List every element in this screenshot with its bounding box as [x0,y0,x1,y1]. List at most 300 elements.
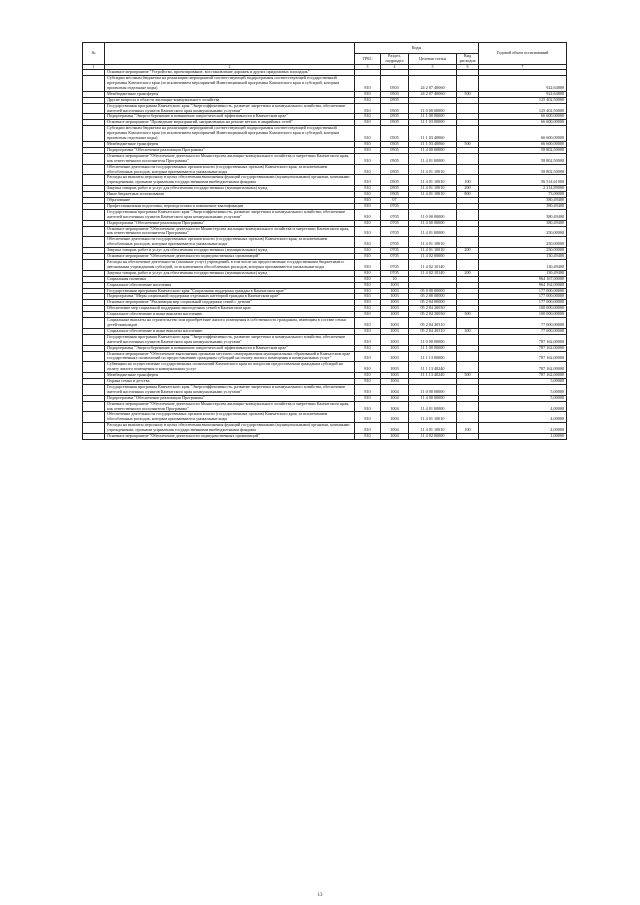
cell-section: 0505 [381,186,409,192]
cell-name: Охрана семьи и детства [105,379,355,385]
page-number: 13 [317,893,323,898]
cell-name: Закупка товаров, работ и услуг для обеспечения государственных (муниципальных) нужд [105,186,355,192]
cell-section: 1003 [381,362,409,373]
cell-section: 0505 [381,175,409,186]
cell-name: Государственная программа Камчатского края "Энергоэффективность, развитие энергетики и коммунального хозяйства, обеспечение жителей населенных пунктов Камчатского края коммунальными услугами" [105,103,355,114]
cell-name: Основное мероприятие "Реализация мер социальной поддержки семей с детьми" [105,300,355,306]
header-section: Раздел, подраздел [381,54,409,65]
cell-no [83,384,105,395]
cell-name: Образование [105,198,355,204]
cell-grbs: 810 [355,384,381,395]
cell-total: 77 000,00000 [479,318,567,329]
cell-target: 11 4 01 00000 [409,153,457,164]
cell-target: 11 4 01 10010 [409,423,457,434]
cell-section: 0705 [381,226,409,237]
cell-section: 1004 [381,384,409,395]
cell-section: 1003 [381,288,409,294]
cell-name: Обеспечение деятельности государственных органов власти (государственных органов) Камчатского края, за исключением обособленных расходов, которым присваиваются уникальные коды [105,412,355,423]
column-number: 3 [355,65,381,70]
cell-total: 58 802,50000 [479,147,567,153]
cell-exp-type: 100 [457,423,479,434]
cell-target: 11 1 00 00000 [409,345,457,351]
cell-total: 66 600,00000 [479,141,567,147]
cell-grbs: 810 [355,362,381,373]
cell-target: 11 1 00 00000 [409,114,457,120]
header-grbs: ГРБС [355,54,381,65]
cell-target: 11 4 01 10010 [409,237,457,248]
cell-grbs: 810 [355,412,381,423]
cell-exp-type [457,401,479,412]
cell-name: Другие вопросы в области жилищно-коммунального хозяйства [105,97,355,103]
cell-section: 0505 [381,192,409,198]
cell-no [83,226,105,237]
cell-section: 1003 [381,318,409,329]
cell-name: Субсидии местным бюджетам на реализацию мероприятий соответствующей подпрограммы соответствующей государственной программы Камчатского края (за исключением мероприятий Инвестиционной программы Камчатского края и субсидий, которым присвоены отдельные коды) [105,126,355,142]
cell-grbs: 810 [355,164,381,175]
cell-grbs: 810 [355,220,381,226]
cell-total: 177 000,00000 [479,294,567,300]
cell-section: 0705 [381,260,409,271]
cell-section: 1003 [381,373,409,379]
column-number: 5 [409,65,457,70]
cell-section: 0505 [381,126,409,142]
cell-exp-type [457,76,479,92]
cell-total: 66 600,00000 [479,120,567,126]
cell-grbs: 810 [355,147,381,153]
cell-grbs: 810 [355,76,381,92]
cell-exp-type [457,209,479,220]
cell-section: 0505 [381,147,409,153]
header-codes: Коды [355,43,479,54]
cell-name: Основное мероприятие "Обеспечение деятельности Министерства жилищно-коммунального хозяйства и энергетики Камчатского края, как ответственного исполнителя Программы" [105,401,355,412]
cell-target: 11 1 13 40240 [409,373,457,379]
cell-name: Подпрограмма "Энергосбережение и повышение энергетической эффективности в Камчатском крае" [105,345,355,351]
cell-section: 0705 [381,254,409,260]
cell-exp-type [457,126,479,142]
cell-name: Государственная программа Камчатского края "Энергоэффективность, развитие энергетики и коммунального хозяйства, обеспечение жителей населенных пунктов Камчатского края коммунальными услугами" [105,384,355,395]
cell-name: Межбюджетные трансферты [105,373,355,379]
cell-name: Социальное обеспечение населения [105,282,355,288]
cell-grbs: 810 [355,198,381,204]
cell-exp-type [457,334,479,345]
table-row [83,76,567,92]
cell-name: Подпрограмма "Обеспечение реализации Программы" [105,220,355,226]
cell-no [83,175,105,186]
cell-section: 0505 [381,97,409,103]
cell-total: 250,00000 [479,226,567,237]
cell-section: 0705 [381,203,409,209]
cell-section: 1003 [381,328,409,334]
cell-section: 1003 [381,351,409,362]
header-target: Целевая статья [409,54,457,65]
cell-exp-type: 500 [457,141,479,147]
cell-grbs: 810 [355,395,381,401]
cell-name: Основное мероприятие "Обеспечение деятельности подведомственных организаций" [105,434,355,440]
cell-total: 2 214,89000 [479,186,567,192]
cell-grbs: 810 [355,373,381,379]
cell-exp-type: 500 [457,373,479,379]
cell-grbs: 810 [355,97,381,103]
cell-total: 73,00000 [479,192,567,198]
cell-total: 787 162,00000 [479,351,567,362]
cell-target: 05 0 00 00000 [409,288,457,294]
cell-name: Основное мероприятие "Проведение мероприятий, направленных на ремонт ветхих и аварийных сетей" [105,120,355,126]
cell-grbs: 810 [355,103,381,114]
cell-total: 380,49400 [479,209,567,220]
budget-table-sheet [82,42,566,440]
header-total: Годовой объем ассигнований [479,43,567,65]
cell-grbs: 810 [355,237,381,248]
cell-target: 11 4 01 10010 [409,192,457,198]
cell-name: Профессиональная подготовка, переподготовка и повышение квалификации [105,203,355,209]
cell-total: 964 167,00000 [479,276,567,282]
cell-exp-type [457,164,479,175]
table-row [83,209,567,220]
cell-total: 380,49400 [479,198,567,204]
header-exp-type: Вид расходов [457,54,479,65]
cell-target: 11 4 01 10010 [409,248,457,254]
cell-grbs: 810 [355,120,381,126]
cell-section: 10 [381,276,409,282]
cell-section: 1004 [381,412,409,423]
column-number: 4 [381,65,409,70]
cell-grbs: 810 [355,141,381,147]
cell-grbs: 810 [355,175,381,186]
column-number: 1 [83,65,105,70]
cell-total: 4,00000 [479,412,567,423]
cell-no [83,423,105,434]
cell-grbs: 810 [355,288,381,294]
cell-total: 380,49400 [479,203,567,209]
cell-section: 0505 [381,164,409,175]
cell-grbs: 810 [355,126,381,142]
cell-grbs: 810 [355,192,381,198]
cell-name: Подпрограмма "Меры социальной поддержки отдельных категорий граждан в Камчатском крае" [105,294,355,300]
cell-name: Обеспечение мер социальной поддержки многодетных семей в Камчатском крае [105,306,355,312]
table-row [83,362,567,373]
cell-section: 0505 [381,103,409,114]
cell-section: 0705 [381,270,409,276]
cell-name: Расходы на выплаты персоналу в целях обеспечения выполнения функций государственными (муниципальными) органами, казенными учреждениями, органами управления государственными внебюджетными фондами [105,175,355,186]
table-row [83,226,567,237]
cell-section: 0505 [381,141,409,147]
cell-exp-type: 200 [457,270,479,276]
cell-no [83,412,105,423]
cell-no [83,334,105,345]
cell-target: 11 4 02 10140 [409,270,457,276]
cell-no [83,351,105,362]
cell-total: 5,00000 [479,395,567,401]
cell-section: 0705 [381,237,409,248]
cell-total: 130,49400 [479,260,567,271]
cell-section: 1004 [381,401,409,412]
cell-target: 11 1 03 40060 [409,126,457,142]
cell-no [83,76,105,92]
table-row [83,126,567,142]
table-row [83,334,567,345]
cell-total: 130,49400 [479,254,567,260]
cell-target: 05 2 04 20310 [409,318,457,329]
column-number: 2 [105,65,355,70]
cell-grbs: 810 [355,114,381,120]
cell-total: 66 600,00000 [479,126,567,142]
cell-name: Социальные выплаты на строительство или приобретение жилого помещения в собственность гражданам, имеющим в составе семьи детей-инвалидов [105,318,355,329]
cell-total: 100 000,00000 [479,306,567,312]
cell-section: 1004 [381,434,409,440]
cell-target: 11 4 01 10010 [409,412,457,423]
cell-target: 11 0 00 00000 [409,334,457,345]
cell-total: 66 600,00000 [479,114,567,120]
cell-total: 56 514,61000 [479,175,567,186]
cell-target: 11 0 00 00000 [409,209,457,220]
cell-name: Закупка товаров, работ и услуг для обеспечения государственных (муниципальных) нужд [105,270,355,276]
cell-grbs: 810 [355,270,381,276]
cell-total: 5,00000 [479,384,567,395]
cell-name: Обеспечение деятельности государственных органов власти (государственных органов) Камчатского края, за исключением обособленных расходов, которым присваиваются уникальные коды [105,164,355,175]
cell-target: 05 2 04 20030 [409,306,457,312]
cell-exp-type [457,412,479,423]
cell-exp-type [457,237,479,248]
cell-target: 24 2 07 40060 [409,91,457,97]
cell-target: 11 4 00 00000 [409,220,457,226]
cell-grbs: 810 [355,226,381,237]
cell-name: Социальная политика [105,276,355,282]
cell-name: Основное мероприятие "Обеспечение деятельности Министерства жилищно-коммунального хозяйства и энергетики Камчатского края, как ответственного исполнителя Программы" [105,226,355,237]
cell-section: 1003 [381,294,409,300]
table-row [83,384,567,395]
cell-total: 250,00000 [479,248,567,254]
cell-target: 11 1 03 00000 [409,120,457,126]
cell-exp-type: 100 [457,175,479,186]
cell-grbs: 810 [355,254,381,260]
cell-name: Субвенции на осуществление государственных полномочий Камчатского края по вопросам предоставления гражданам субсидий на оплату жилого помещения и коммунальных услуг [105,362,355,373]
cell-exp-type [457,226,479,237]
cell-grbs: 810 [355,318,381,329]
cell-name: Социальное обеспечение и иные выплаты населению [105,328,355,334]
cell-grbs: 810 [355,260,381,271]
cell-section: 1004 [381,395,409,401]
cell-total: 177 000,00000 [479,300,567,306]
budget-table [82,42,567,440]
cell-grbs: 810 [355,153,381,164]
cell-total: 58 802,50000 [479,153,567,164]
header-no: № [83,43,105,65]
cell-name: Межбюджетные трансферты [105,91,355,97]
cell-name: Расходы на обеспечение деятельности (оказание услуг) учреждений, в том числе на предоставление государственным бюджетным и автономным учреждениям субсидий, за исключением обособленных расходов, которым присваиваются уникальные коды [105,260,355,271]
cell-target: 11 4 02 00000 [409,434,457,440]
cell-section: 0705 [381,220,409,226]
cell-total: 1,00000 [479,434,567,440]
cell-grbs: 810 [355,91,381,97]
cell-no [83,318,105,329]
cell-name: Обеспечение деятельности государственных органов власти (государственных органов) Камчатского края, за исключением обособленных расходов, которым присваиваются уникальные коды [105,237,355,248]
cell-grbs: 810 [355,300,381,306]
cell-section: 0505 [381,153,409,164]
cell-exp-type [457,362,479,373]
cell-exp-type [457,318,479,329]
cell-section: 1003 [381,312,409,318]
cell-grbs: 810 [355,248,381,254]
cell-exp-type: 200 [457,248,479,254]
cell-section: 0505 [381,114,409,120]
cell-section: 1003 [381,300,409,306]
cell-section: 1004 [381,379,409,385]
cell-no [83,401,105,412]
cell-total: 177 000,00000 [479,288,567,294]
cell-no [83,153,105,164]
cell-target: 11 0 00 00000 [409,384,457,395]
cell-no [83,103,105,114]
table-row [83,434,567,440]
cell-target: 05 2 04 20310 [409,328,457,334]
cell-exp-type [457,103,479,114]
cell-section: 1003 [381,306,409,312]
cell-target: 11 4 00 00000 [409,395,457,401]
cell-no [83,164,105,175]
table-row [83,423,567,434]
cell-section: 0705 [381,209,409,220]
column-number: 6 [457,65,479,70]
cell-total: 964 162,00000 [479,282,567,288]
table-row [83,103,567,114]
cell-total: 125 402,50000 [479,97,567,103]
cell-total: 787 162,00000 [479,345,567,351]
cell-section: 1003 [381,345,409,351]
table-row [83,237,567,248]
cell-target: 11 1 13 00000 [409,351,457,362]
cell-total: 4,00000 [479,423,567,434]
cell-grbs: 810 [355,334,381,345]
cell-exp-type [457,260,479,271]
cell-total: 100 000,00000 [479,312,567,318]
cell-name: Межбюджетные трансферты [105,141,355,147]
cell-total: 130,49400 [479,270,567,276]
cell-section: 07 [381,198,409,204]
cell-grbs: 810 [355,294,381,300]
cell-section: 1003 [381,334,409,345]
cell-section: 0503 [381,91,409,97]
cell-grbs: 810 [355,345,381,351]
cell-exp-type [457,384,479,395]
cell-target: 11 4 01 10010 [409,175,457,186]
cell-total: 125 402,50000 [479,103,567,114]
cell-section: 1004 [381,423,409,434]
cell-name: Субсидии местным бюджетам на реализацию мероприятий соответствующей подпрограммы соответствующей государственной программы Камчатского края (за исключением мероприятий Инвестиционной программы Камчатского края и субсидий, которым присвоены отдельные коды) [105,76,355,92]
cell-name: Государственная программа Камчатского края "Энергоэффективность, развитие энергетики и коммунального хозяйства, обеспечение жителей населенных пунктов Камчатского края коммунальными услугами" [105,334,355,345]
cell-grbs: 810 [355,282,381,288]
cell-total: 250,00000 [479,237,567,248]
cell-target: 11 0 00 00000 [409,103,457,114]
cell-name: Расходы на выплаты персоналу в целях обеспечения выполнения функций государственными (муниципальными) органами, казенными учреждениями, органами управления государственными внебюджетными фондами [105,423,355,434]
cell-target: 24 2 07 40060 [409,76,457,92]
cell-target: 11 4 01 10010 [409,186,457,192]
cell-no [83,209,105,220]
cell-no [83,237,105,248]
cell-name: Основное мероприятие "Обеспечение деятельности подведомственных организаций" [105,254,355,260]
cell-total: 922,64800 [479,76,567,92]
cell-total: 5,00000 [479,379,567,385]
cell-name: Основное мероприятие "Обеспечение деятельности Министерства жилищно-коммунального хозяйства и энергетики Камчатского края, как ответственного исполнителя Программы" [105,153,355,164]
cell-target: 11 4 02 10140 [409,260,457,271]
cell-name: Закупка товаров, работ и услуг для обеспечения государственных (муниципальных) нужд [105,248,355,254]
table-row [83,351,567,362]
header-name [105,43,355,65]
cell-name: Подпрограмма "Энергосбережение и повышение энергетической эффективности в Камчатском крае" [105,114,355,120]
cell-exp-type [457,434,479,440]
cell-target: 05 2 04 20030 [409,312,457,318]
cell-total: 787 162,00000 [479,334,567,345]
cell-name: Иные бюджетные ассигнования [105,192,355,198]
cell-name: Подпрограмма "Обеспечение реализации Программы" [105,147,355,153]
cell-exp-type: 500 [457,91,479,97]
cell-name: Государственная программа Камчатского края "Энергоэффективность, развитие энергетики и коммунального хозяйства, обеспечение жителей населенных пунктов Камчатского края коммунальными услугами" [105,209,355,220]
cell-grbs: 810 [355,312,381,318]
table-row [83,175,567,186]
cell-name: Социальное обеспечение и иные выплаты населению [105,312,355,318]
cell-exp-type: 300 [457,328,479,334]
cell-exp-type [457,153,479,164]
cell-grbs: 810 [355,306,381,312]
cell-grbs: 810 [355,186,381,192]
cell-target: 11 4 02 00000 [409,254,457,260]
cell-exp-type: 300 [457,312,479,318]
table-row [83,153,567,164]
cell-section: 0503 [381,76,409,92]
cell-grbs: 810 [355,434,381,440]
cell-section: 0705 [381,248,409,254]
cell-total: 787 162,00000 [479,373,567,379]
cell-grbs: 810 [355,351,381,362]
table-row [83,318,567,329]
cell-no [83,126,105,142]
cell-grbs: 810 [355,328,381,334]
table-row [83,412,567,423]
cell-target: 11 4 01 00000 [409,226,457,237]
cell-grbs: 810 [355,203,381,209]
cell-target: 11 4 01 10010 [409,164,457,175]
cell-section: 1003 [381,282,409,288]
cell-target: 11 4 01 00000 [409,401,457,412]
cell-no [83,260,105,271]
column-number: 7 [479,65,567,70]
cell-total: 380,49400 [479,220,567,226]
cell-grbs: 810 [355,379,381,385]
cell-no [83,362,105,373]
cell-section: 0505 [381,120,409,126]
cell-grbs: 810 [355,209,381,220]
cell-grbs: 810 [355,423,381,434]
cell-exp-type: 800 [457,192,479,198]
cell-name: Государственная программа Камчатского края "Социальная поддержка граждан в Камчатском крае" [105,288,355,294]
cell-total: 77 000,00000 [479,328,567,334]
cell-name: Основное мероприятие "Устройство, проектирование, восстановление дорожек и других придомовых площадок" [105,70,355,76]
cell-target: 11 1 03 40060 [409,141,457,147]
cell-exp-type: 200 [457,186,479,192]
cell-target: 05 2 04 00000 [409,300,457,306]
cell-grbs: 810 [355,276,381,282]
cell-total: 787 162,00000 [479,362,567,373]
cell-exp-type [457,351,479,362]
table-body [83,65,567,440]
cell-target: 11 4 00 00000 [409,147,457,153]
cell-target: 05 2 00 00000 [409,294,457,300]
cell-target: 11 1 13 40240 [409,362,457,373]
table-row [83,401,567,412]
cell-name: Основное мероприятие "Обеспечение выполнения органами местного самоуправления муниципальных образований в Камчатском крае государственных полномочий по предоставлению гражданам субсидий на оплату жилого помещения и коммунальных услуг" [105,351,355,362]
cell-total: 58 802,50000 [479,164,567,175]
table-row [83,260,567,271]
cell-total: 4,00000 [479,401,567,412]
